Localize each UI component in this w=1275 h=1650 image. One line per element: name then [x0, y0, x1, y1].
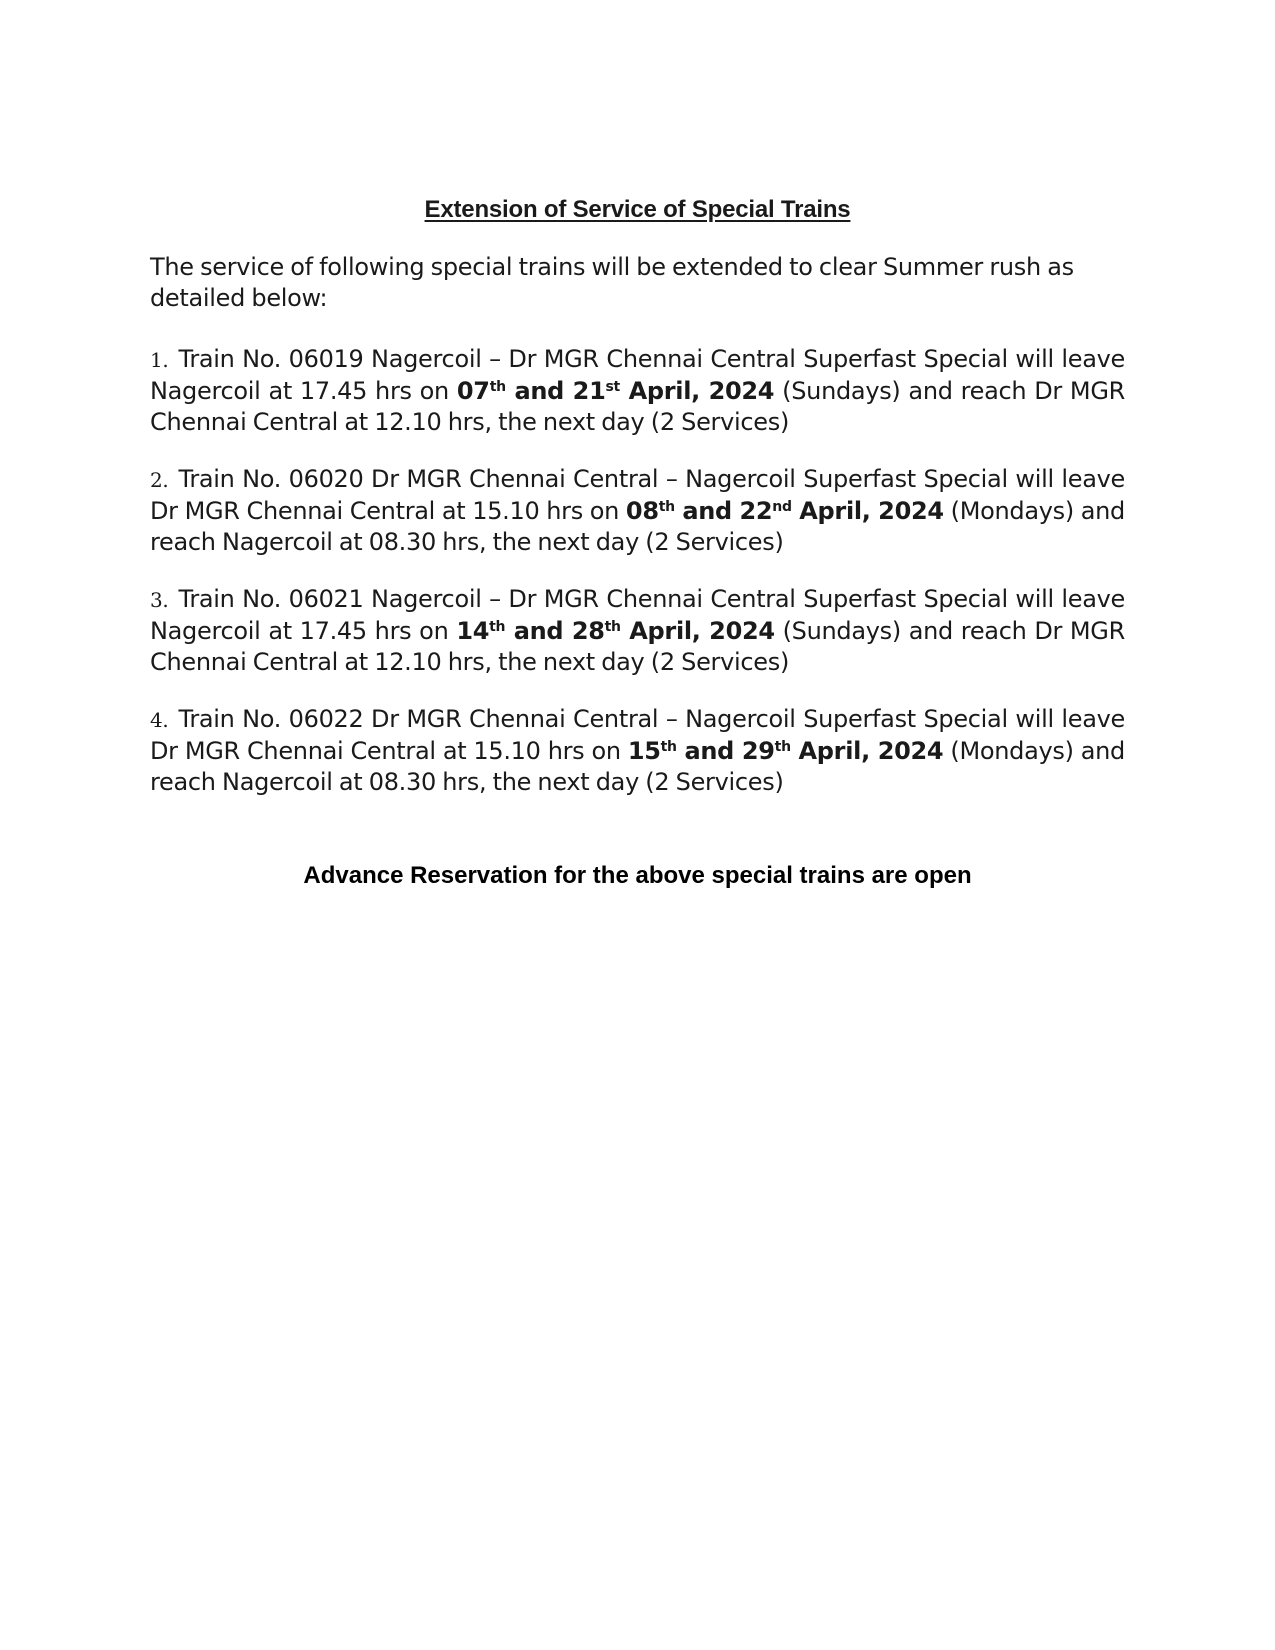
date-first-suffix: th — [658, 499, 675, 515]
reservation-notice: Advance Reservation for the above special trains are open — [303, 862, 972, 889]
date-second-suffix: th — [604, 619, 621, 635]
item-text-continued: (Mondays) and reach Nagercoil at 08.30 hrs, the next day (2 Services) — [150, 737, 1125, 796]
train-item-1 — [150, 344, 1125, 438]
date-range — [457, 377, 774, 405]
date-and: and — [682, 497, 732, 525]
page-title: Extension of Service of Special Trains — [424, 196, 851, 223]
date-second-suffix: st — [605, 379, 620, 395]
date-first-suffix: th — [489, 379, 506, 395]
train-item-3 — [150, 584, 1125, 678]
date-month-year: April, 2024 — [629, 617, 775, 645]
date-second: 29 — [741, 737, 775, 765]
date-second: 28 — [571, 617, 605, 645]
document-page — [150, 196, 1125, 890]
date-and: and — [513, 617, 564, 645]
date-first: 14 — [456, 617, 490, 645]
date-range — [628, 737, 943, 765]
date-month-year: April, 2024 — [798, 737, 944, 765]
date-and: and — [684, 737, 735, 765]
date-first: 08 — [625, 497, 659, 525]
item-text: Train No. 06022 Dr MGR Chennai Central – Nagercoil Superfast Special will leave Dr MGR Chennai Central at 15.10 hrs on — [150, 705, 1125, 765]
item-number: 1. — [150, 348, 169, 372]
item-text-continued: (Sundays) and reach Dr MGR Chennai Central at 12.10 hrs, the next day (2 Services) — [150, 617, 1125, 676]
item-text: Train No. 06020 Dr MGR Chennai Central – Nagercoil Superfast Special will leave Dr MGR Chennai Central at 15.10 hrs on — [150, 465, 1125, 525]
date-and: and — [514, 377, 564, 405]
date-first: 07 — [456, 377, 490, 405]
item-text-continued: (Mondays) and reach Nagercoil at 08.30 hrs, the next day (2 Services) — [150, 497, 1125, 556]
item-text: Train No. 06021 Nagercoil – Dr MGR Chennai Central Superfast Special will leave Nagercoil at 17.45 hrs on — [150, 585, 1125, 645]
date-second-suffix: th — [774, 739, 791, 755]
train-item-2 — [150, 464, 1125, 558]
date-month-year: April, 2024 — [799, 497, 944, 525]
date-second-suffix: nd — [772, 499, 792, 515]
date-second: 21 — [572, 377, 606, 405]
date-first: 15 — [627, 737, 661, 765]
date-second: 22 — [739, 497, 773, 525]
train-item-4 — [150, 704, 1125, 798]
date-month-year: April, 2024 — [628, 377, 775, 405]
date-range — [626, 497, 944, 525]
item-number: 3. — [150, 588, 169, 612]
item-number: 4. — [150, 708, 169, 732]
date-first-suffix: th — [660, 739, 677, 755]
item-text-continued: (Sundays) and reach Dr MGR Chennai Central at 12.10 hrs, the next day (2 Services) — [150, 377, 1126, 436]
date-first-suffix: th — [489, 619, 506, 635]
item-number: 2. — [150, 468, 169, 492]
date-range — [456, 617, 774, 645]
item-text: Train No. 06019 Nagercoil – Dr MGR Chennai Central Superfast Special will leave Nagercoil at 17.45 hrs on — [150, 345, 1125, 405]
intro-paragraph: The service of following special trains will be extended to clear Summer rush as detailed below: — [150, 253, 1074, 312]
